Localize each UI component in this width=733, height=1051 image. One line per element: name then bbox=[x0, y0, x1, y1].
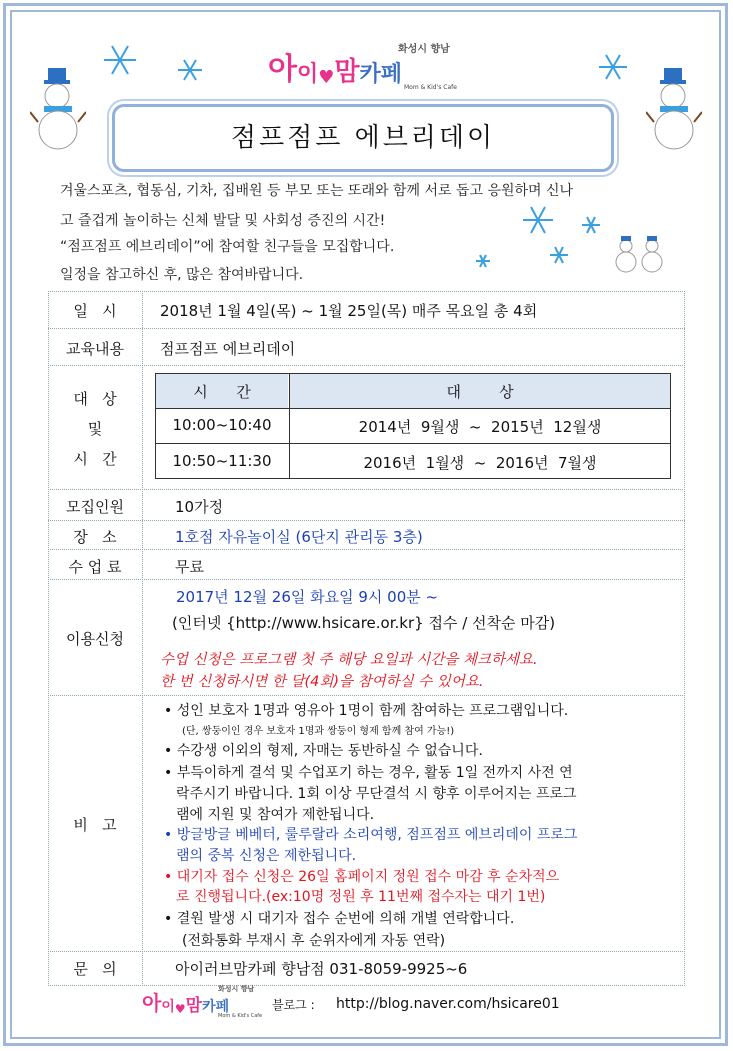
table-rule bbox=[48, 579, 685, 580]
contact-value: 아이러브맘카페 향남점 031-8059-9925~6 bbox=[175, 960, 468, 978]
title-box bbox=[112, 104, 614, 172]
snowflake-icon bbox=[474, 252, 492, 270]
note-line: • 대기자 접수 신청은 26일 홈페이지 정원 접수 마감 후 순차적으 bbox=[164, 869, 560, 885]
snowflake-icon bbox=[100, 40, 140, 80]
snowflake-icon bbox=[175, 55, 205, 85]
snowman-icon bbox=[614, 236, 666, 274]
table-rule bbox=[48, 951, 685, 952]
apply-method: (인터넷 {http://www.hsicare.or.kr} 접수 / 선착순 마감) bbox=[172, 614, 556, 632]
note-line: • 부득이하게 결석 및 수업포기 하는 경우, 활동 1일 전까지 사전 연 bbox=[164, 765, 573, 781]
note-line: 락주시기 바랍니다. 1회 이상 무단결석 시 향후 이루어지는 프로그 bbox=[176, 786, 577, 802]
footer-logo-english: Mom & Kid's Cafe bbox=[218, 1013, 263, 1019]
page-title: 점프점프 에브리데이 bbox=[230, 123, 496, 153]
footer-logo bbox=[142, 988, 229, 1016]
table-rule bbox=[48, 365, 685, 366]
logo-char-1: 아 bbox=[268, 52, 297, 87]
schedule-header-target: 대 상 bbox=[446, 383, 514, 401]
note-line: 로 진행됩니다.(ex:10명 정원 후 11번째 접수자는 대기 1번) bbox=[176, 889, 546, 905]
apply-notice: 수업 신청은 프로그램 첫 주 해당 요일과 시간을 체크하세요. bbox=[160, 652, 538, 668]
note-line: 램의 중복 신청은 제한됩니다. bbox=[176, 848, 357, 864]
schedule-target: 2014년 9월생 ~ 2015년 12월생 bbox=[358, 418, 602, 436]
note-line: 램에 지원 및 참여가 제한됩니다. bbox=[176, 807, 375, 823]
snowman-icon bbox=[30, 66, 86, 152]
logo-char-4: 카페 bbox=[202, 999, 230, 1015]
logo-char-1: 아 bbox=[142, 991, 162, 1015]
row-label-notes: 비 고 bbox=[73, 816, 117, 834]
date-value: 2018년 1월 4일(목) ~ 1월 25일(목) 매주 목요일 총 4회 bbox=[160, 302, 538, 320]
schedule-target: 2016년 1월생 ~ 2016년 7월생 bbox=[363, 454, 597, 472]
note-line: (전화통화 부재시 후 순위자에게 자동 연락) bbox=[182, 933, 446, 949]
snowflake-icon bbox=[580, 214, 602, 236]
table-rule bbox=[48, 328, 685, 329]
snowflake-icon bbox=[596, 50, 630, 84]
logo-char-3: 맘 bbox=[185, 996, 203, 1016]
intro-line: 일정을 참고하신 후, 많은 참여바랍니다. bbox=[60, 267, 304, 283]
intro-line: 고 즐겁게 놀이하는 신체 발달 및 사회성 증진의 시간! bbox=[60, 213, 386, 229]
blog-link[interactable]: http://blog.naver.com/hsicare01 bbox=[336, 996, 560, 1012]
note-line: • 결원 발생 시 대기자 접수 순번에 의해 개별 연락합니다. bbox=[164, 911, 515, 927]
table-divider bbox=[142, 291, 143, 986]
apply-notice: 한 번 신청하시면 한 달(4회)을 참여하실 수 있어요. bbox=[160, 674, 484, 690]
schedule-time: 10:50~11:30 bbox=[172, 452, 272, 470]
table-rule bbox=[48, 695, 685, 696]
table-rule bbox=[48, 549, 685, 550]
heart-icon: ♥ bbox=[318, 67, 335, 88]
row-label-capacity: 모집인원 bbox=[66, 498, 124, 516]
fee-value: 무료 bbox=[175, 558, 204, 576]
snowflake-icon bbox=[548, 244, 570, 266]
note-line: • 방글방글 베베터, 룰루랄라 소리여행, 점프점프 에브리데이 프로그 bbox=[164, 827, 578, 843]
heart-icon: ♥ bbox=[174, 1002, 186, 1016]
capacity-value: 10가정 bbox=[175, 498, 224, 516]
note-line: (단, 쌍둥이인 경우 보호자 1명과 쌍둥이 형제 함께 참여 가능!) bbox=[182, 726, 455, 737]
row-label-apply: 이용신청 bbox=[66, 630, 124, 648]
apply-start: 2017년 12월 26일 화요일 9시 00분 ~ bbox=[176, 588, 439, 606]
logo-char-4: 카페 bbox=[359, 62, 403, 87]
row-label-place: 장 소 bbox=[73, 528, 117, 546]
note-line: • 성인 보호자 1명과 영유아 1명이 함께 참여하는 프로그램입니다. bbox=[164, 703, 569, 719]
content-value: 점프점프 에브리데이 bbox=[160, 340, 296, 358]
logo-char-3: 맘 bbox=[334, 57, 360, 87]
table-rule bbox=[48, 489, 685, 490]
row-label-target: 대 상 bbox=[73, 390, 117, 408]
blog-label: 블로그 : bbox=[272, 998, 315, 1012]
row-label-fee: 수 업 료 bbox=[68, 558, 122, 576]
logo-english: Mom & Kid's Cafe bbox=[404, 84, 457, 91]
row-label-target: 및 bbox=[87, 420, 103, 438]
logo-char-2: 이 bbox=[296, 62, 319, 87]
footer-logo-subtitle: 화성시 향남 bbox=[218, 985, 255, 993]
snowman-icon bbox=[646, 66, 702, 152]
schedule-table bbox=[155, 373, 671, 479]
table-rule bbox=[48, 520, 685, 521]
snowflake-icon bbox=[520, 202, 556, 238]
intro-line: “점프점프 에브리데이”에 참여할 친구들을 모집합니다. bbox=[60, 239, 395, 255]
schedule-rule bbox=[156, 408, 670, 409]
schedule-time: 10:00~10:40 bbox=[172, 416, 272, 434]
place-value: 1호점 자유놀이실 (6단지 관리동 3층) bbox=[175, 528, 423, 546]
schedule-header-time: 시 간 bbox=[193, 383, 251, 401]
logo-char-2: 이 bbox=[161, 999, 175, 1015]
schedule-rule bbox=[156, 443, 670, 444]
row-label-contact: 문 의 bbox=[73, 960, 117, 978]
row-label-content: 교육내용 bbox=[66, 340, 124, 358]
logo-subtitle: 화성시 향남 bbox=[398, 44, 450, 55]
note-line: • 수강생 이외의 형제, 자매는 동반하실 수 없습니다. bbox=[164, 743, 483, 759]
row-label-target: 시 간 bbox=[73, 450, 117, 468]
intro-line: 겨울스포츠, 협동심, 기차, 집배원 등 부모 또는 또래와 함께 서로 돕고 응원하며 신나 bbox=[60, 183, 574, 199]
cafe-logo bbox=[268, 48, 402, 88]
row-label-date: 일 시 bbox=[73, 302, 117, 320]
